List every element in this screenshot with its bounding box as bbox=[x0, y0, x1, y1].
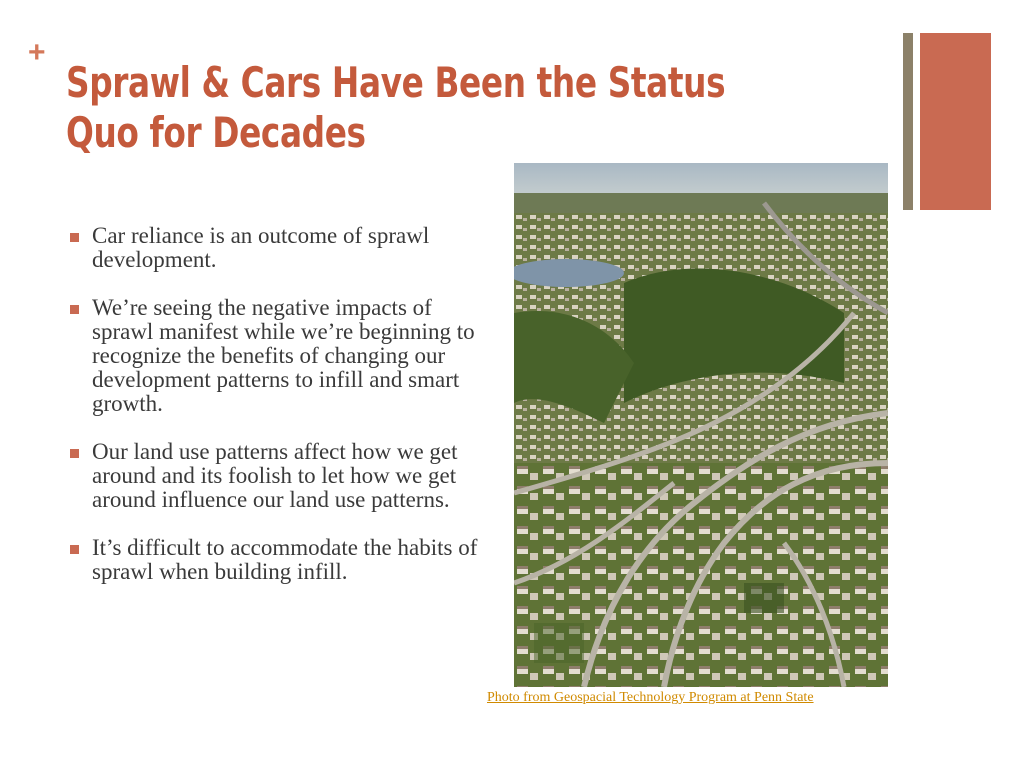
photo-credit-link[interactable]: Photo from Geospacial Technology Program at Penn State bbox=[487, 690, 814, 705]
plus-icon: + bbox=[28, 36, 46, 69]
bullet-item bbox=[68, 440, 480, 512]
bullet-item bbox=[68, 296, 480, 416]
bullet-text: We’re seeing the negative impacts of sprawl manifest while we’re beginning to recognize the benefits of changing our development patterns to infill and smart growth. bbox=[92, 295, 475, 416]
accent-bar-thin bbox=[903, 33, 913, 210]
slide-title bbox=[66, 58, 726, 158]
square-bullet-icon bbox=[70, 449, 79, 458]
aerial-suburb-photo bbox=[514, 163, 888, 687]
bullet-text: Car reliance is an outcome of sprawl development. bbox=[92, 223, 430, 272]
square-bullet-icon bbox=[70, 233, 79, 242]
bullet-list bbox=[68, 224, 480, 608]
slide-title-line-2: Quo for Decades bbox=[66, 108, 366, 157]
bullet-item bbox=[68, 536, 480, 584]
square-bullet-icon bbox=[70, 545, 79, 554]
slide-title-line-1: Sprawl & Cars Have Been the Status bbox=[66, 58, 726, 107]
square-bullet-icon bbox=[70, 305, 79, 314]
bullet-item bbox=[68, 224, 480, 272]
aerial-suburb-illustration bbox=[514, 163, 888, 687]
bullet-text: It’s difficult to accommodate the habits of sprawl when building infill. bbox=[92, 535, 478, 584]
accent-bar-thick bbox=[920, 33, 991, 210]
bullet-text: Our land use patterns affect how we get around and its foolish to let how we get around influence our land use patterns. bbox=[92, 439, 458, 512]
